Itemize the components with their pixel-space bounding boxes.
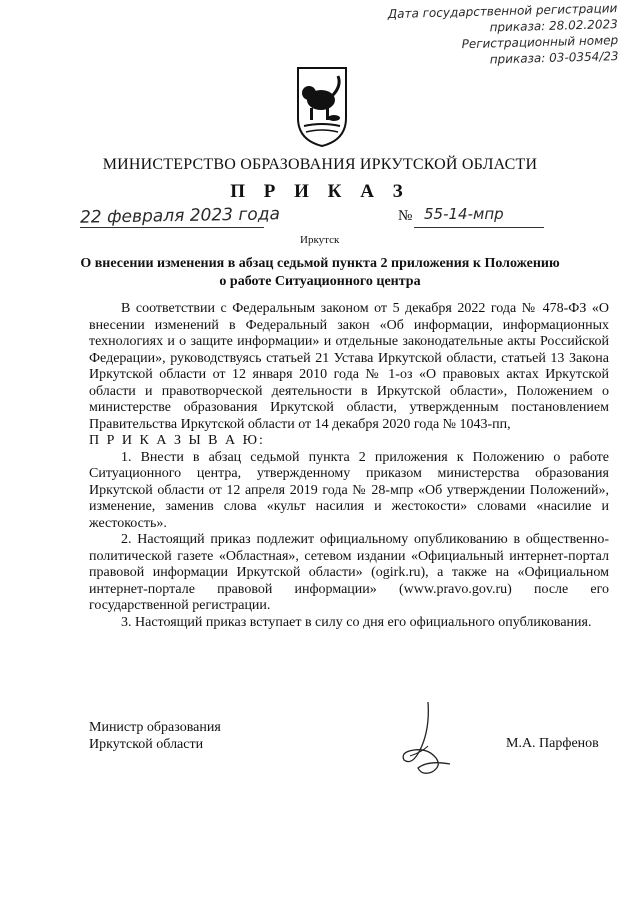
heading-line-2: о работе Ситуационного центра: [219, 274, 421, 289]
registration-note: [317, 0, 619, 72]
order-item-2: 2. Настоящий приказ подлежит официальному опубликованию в общественно-политической газете «Областная», сетевом издании «Официальный интернет-портал правовой информации Иркутской области» (ogirk.ru), а также на «Официальном интернет-портале правовой информации» (www.pravo.gov.ru) после его государственной регистрации.: [89, 532, 609, 613]
document-heading: [70, 255, 570, 291]
city: Иркутск: [300, 234, 340, 246]
order-number: 55-14-мпр: [424, 205, 504, 223]
number-underline: [414, 227, 544, 228]
document-type: П Р И К А З: [230, 181, 410, 202]
heading-line-1: О внесении изменения в абзац седьмой пункта 2 приложения к Положению: [80, 256, 560, 271]
signatory-position-line-1: Министр образования: [89, 720, 221, 735]
signatory-position-line-2: Иркутской области: [89, 737, 204, 752]
ministry-title: МИНИСТЕРСТВО ОБРАЗОВАНИЯ ИРКУТСКОЙ ОБЛАСТИ: [102, 156, 538, 173]
coat-of-arms-icon: [296, 66, 348, 148]
preamble-paragraph: В соответствии с Федеральным законом от 5 декабря 2022 года № 478-ФЗ «О внесении изменений в Федеральный закон «Об информации, информационных технологиях и о защите информации» и отдельные законодательные акты Российской Федерации», руководствуясь статьей 21 Устава Иркутской области, статьей 13 Закона Иркутской области от 12 января 2010 года № 1-оз «О правовых актах Иркутской области и правотворческой деятельности в Иркутской области», Положением о министерстве образования Иркутской области, утвержденным постановлением Правительства Иркутской области от 14 декабря 2020 года № 1043-пп,: [89, 301, 609, 432]
signature-icon: [398, 700, 458, 780]
order-item-1: 1. Внести в абзац седьмой пункта 2 приложения к Положению о работе Ситуационного центра, утвержденному приказом министерства образования Иркутской области от 12 апреля 2019 года № 28-мпр «Об утверждении Положений», изменение, заменив слова «культ насилия и жестокости» словами «насилие и жестокость».: [89, 449, 609, 531]
document-body: [89, 301, 609, 631]
registration-number-label: Регистрационный номер: [461, 33, 619, 52]
number-sign: №: [398, 208, 413, 224]
order-date: 22 февраля 2023 года: [79, 204, 281, 228]
order-item-3: 3. Настоящий приказ вступает в силу со дня его официального опубликования.: [121, 614, 592, 630]
registration-number-value: приказа: 03-0354/23: [489, 49, 619, 67]
prikazyvayu-label: П Р И К А З Ы В А Ю:: [89, 433, 265, 448]
registration-date-value: приказа: 28.02.2023: [489, 17, 618, 35]
registration-date-label: Дата государственной регистрации: [387, 1, 618, 22]
date-underline: [80, 227, 264, 228]
signatory-name: М.А. Парфенов: [506, 736, 599, 751]
signatory-position: [89, 719, 221, 753]
